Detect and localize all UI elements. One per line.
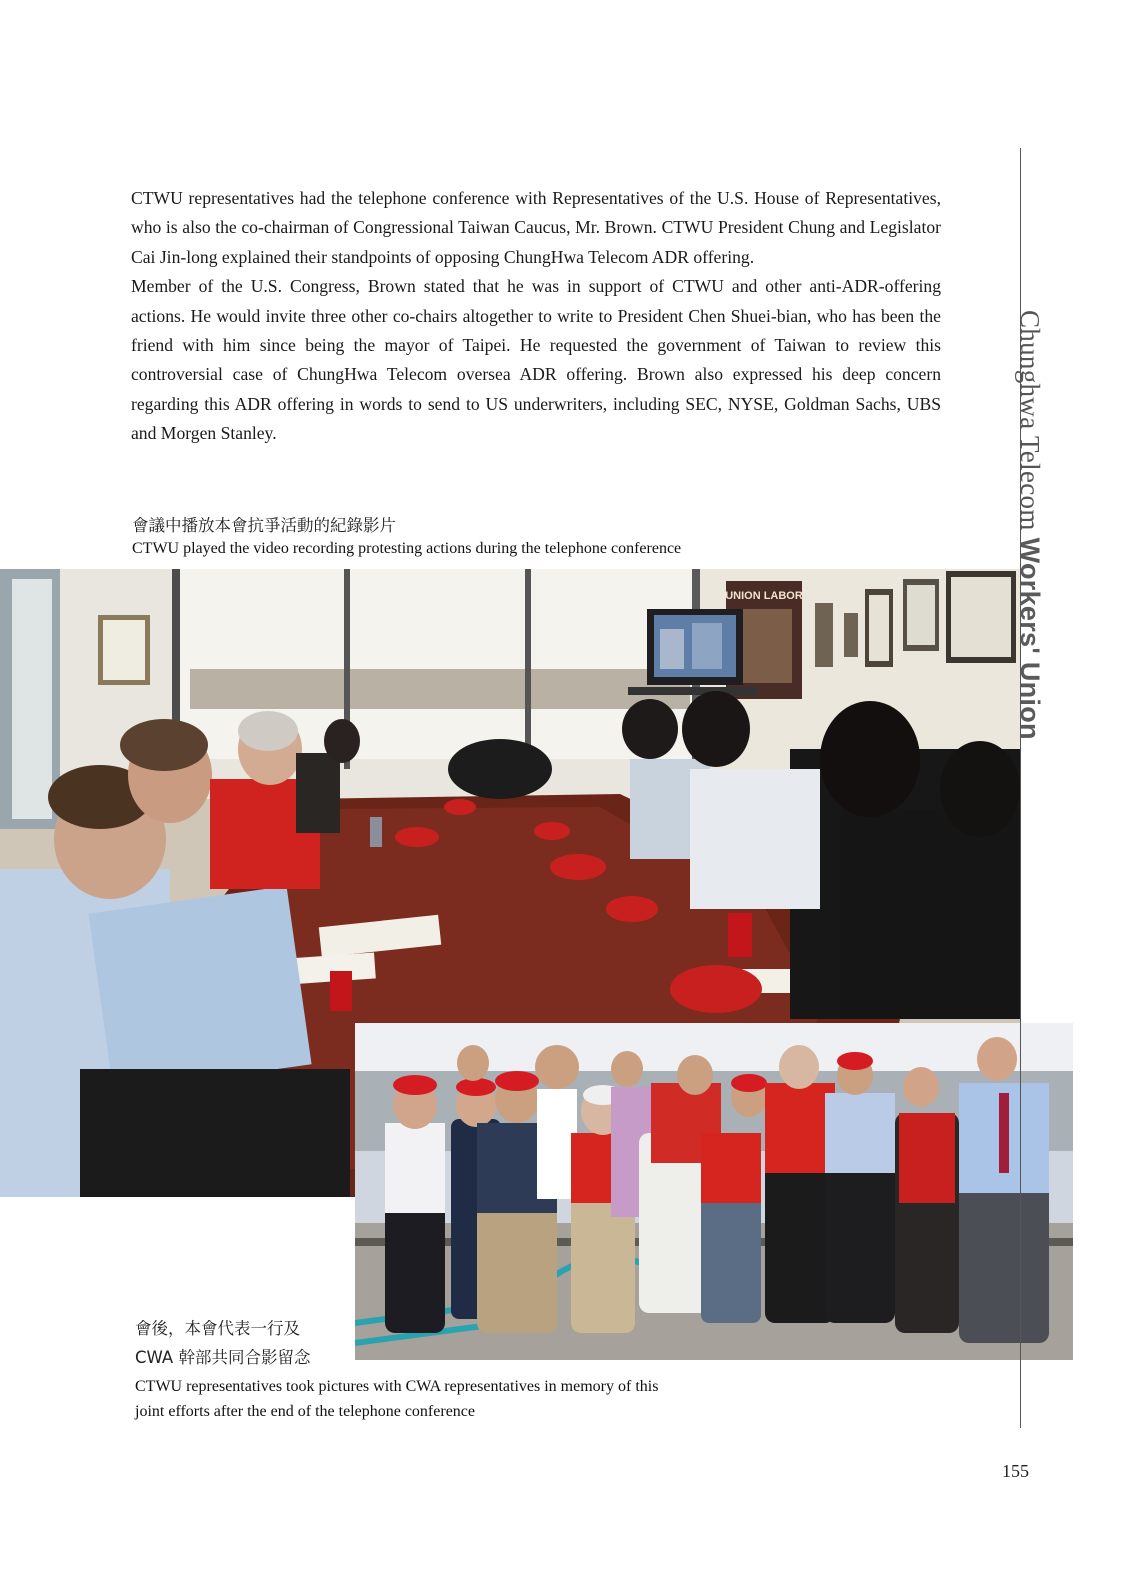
paragraph-1: CTWU representatives had the telephone conference with Representatives of the U.S. House of Representatives, who is also the co-chairman of Congressional Taiwan Caucus, Mr. Brown. CTWU President Chung and Legislator Cai Jin-long explained their standpoints of opposing ChungHwa Telecom ADR offering. xyxy=(131,188,941,267)
union-labor-poster: UNION LABOR xyxy=(725,590,803,602)
side-title-union: Workers' Union xyxy=(1015,537,1045,740)
body-text xyxy=(131,184,941,449)
caption-2-english-line-2: joint efforts after the end of the telephone conference xyxy=(135,1403,475,1420)
caption-2-chinese-line-2: CWA 幹部共同合影留念 xyxy=(135,1348,311,1367)
side-title-org: Chunghwa Telecom xyxy=(1015,310,1045,538)
caption-1-chinese: 會議中播放本會抗爭活動的紀錄影片 xyxy=(132,516,396,535)
paragraph-2: Member of the U.S. Congress, Brown stated that he was in support of CTWU and other anti-ADR-offering actions. He would invite three other co-chairs altogether to write to President Chen Shuei-bian, who has been the friend with him since being the mayor of Taipei. He requested the government of Taiwan to review this controversial case of ChungHwa Telecom oversea ADR offering. Brown also expressed his deep concern regarding this ADR offering in words to send to US underwriters, including SEC, NYSE, Goldman Sachs, UBS and Morgen Stanley. xyxy=(131,276,941,444)
caption-1-english: CTWU played the video recording protesting actions during the telephone conference xyxy=(132,540,682,557)
side-title xyxy=(1014,310,1045,740)
caption-2-chinese-line-1: 會後，本會代表一行及 xyxy=(135,1319,300,1338)
page-number: 155 xyxy=(1002,1461,1029,1481)
group-photo xyxy=(355,1023,1073,1360)
caption-2-english-line-1: CTWU representatives took pictures with CWA representatives in memory of this xyxy=(135,1378,659,1395)
